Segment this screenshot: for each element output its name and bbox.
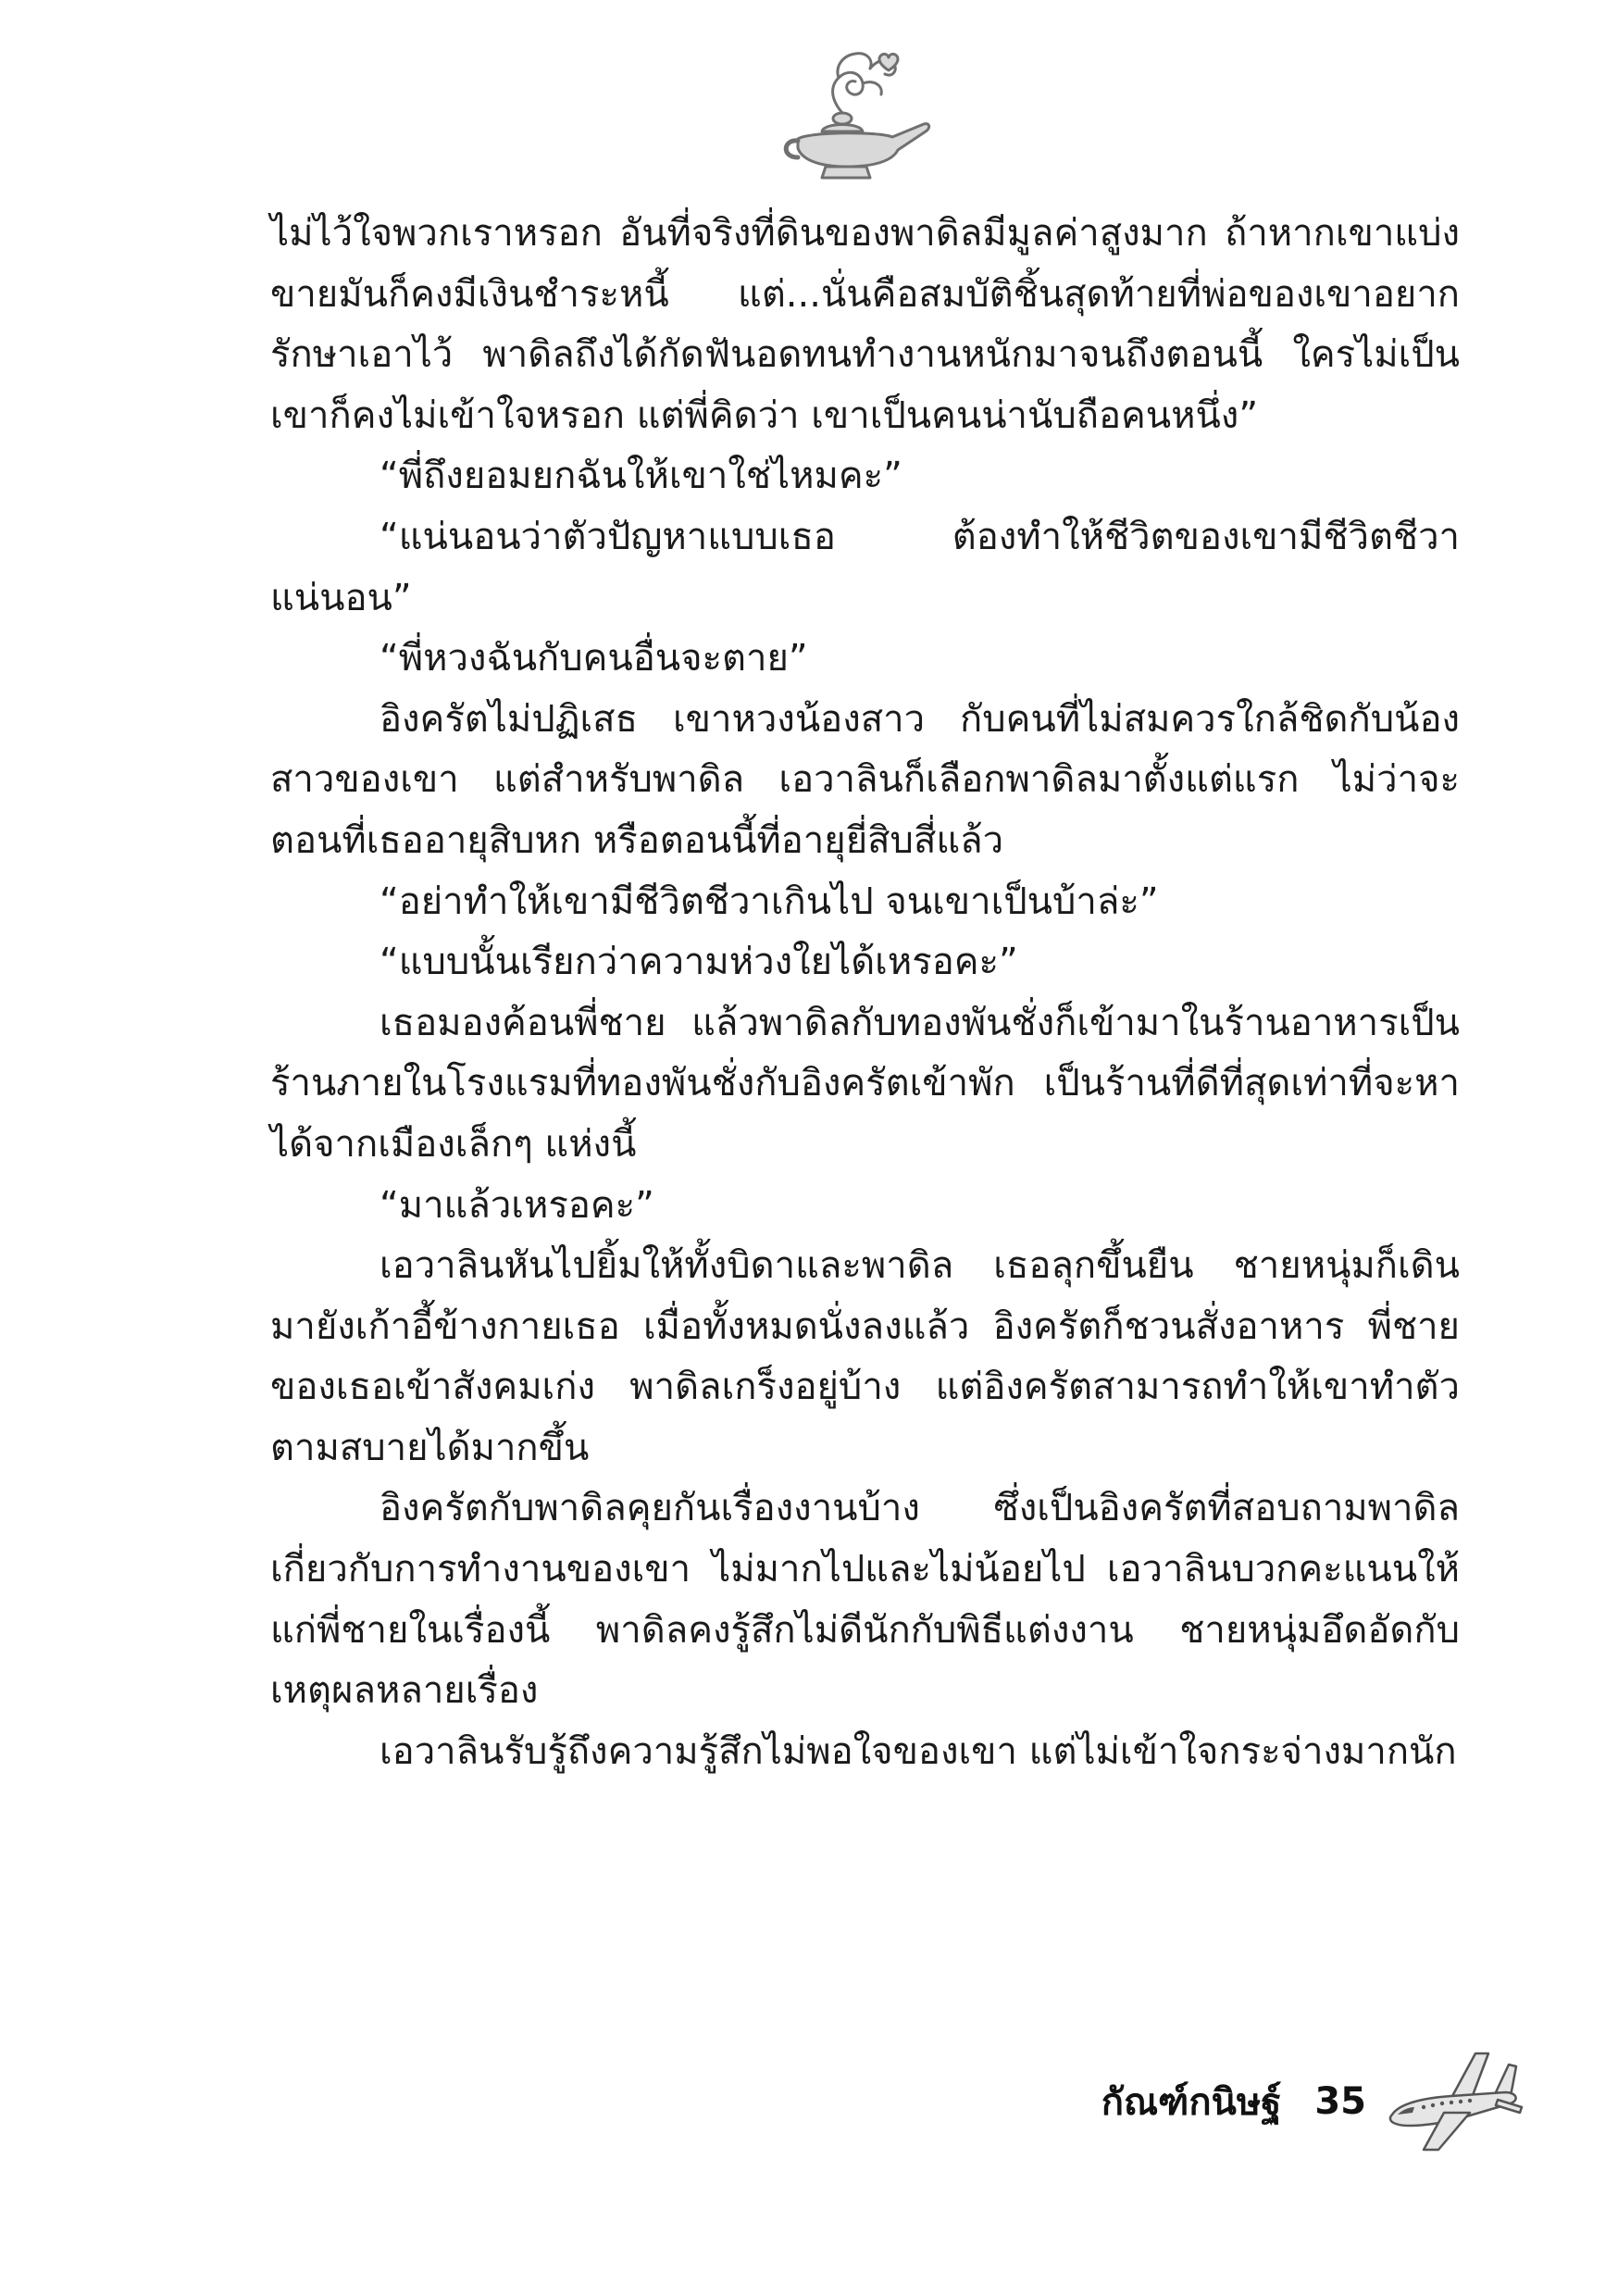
paragraph-1: ไม่ไว้ใจพวกเราหรอก อันที่จริงที่ดินของพาดิลมีมูลค่าสูงมาก ถ้าหากเขาแบ่งขายมันก็คงมีเงินชำระหนี้ แต่...นั่นคือสมบัติชิ้นสุดท้ายที่พ่อของเขาอยากรักษาเอาไว้ พาดิลถึงได้กัดฟันอดทนทำงานหนักมาจนถึงตอนนี้ ใครไม่เป็นเขาก็คงไม่เข้าใจหรอก แต่พี่คิดว่า เขาเป็นคนน่านับถือคนหนึ่ง” (270, 212, 1460, 437)
paragraph-3: “แน่นอนว่าตัวปัญหาแบบเธอ ต้องทำให้ชีวิตของเขามีชีวิตชีวาแน่นอน” (270, 515, 1460, 619)
paragraph-7: “แบบนั้นเรียกว่าความห่วงใยได้เหรอคะ” (380, 941, 1018, 984)
genie-lamp-icon (778, 46, 935, 185)
paragraph-6: “อย่าทำให้เขามีชีวิตชีวาเกินไป จนเขาเป็นบ้าล่ะ” (380, 880, 1159, 923)
paragraph-8: เธอมองค้อนพี่ชาย แล้วพาดิลกับทองพันชั่งก็เข้ามาในร้านอาหารเป็นร้านภายในโรงแรมที่ทองพันชั่งกับอิงครัตเข้าพัก เป็นร้านที่ดีที่สุดเท่าที่จะหาได้จากเมืองเล็กๆ แห่งนี้ (270, 1001, 1460, 1166)
paragraph-2: “พี่ถึงยอมยกฉันให้เขาใช่ไหมคะ” (380, 455, 902, 498)
paragraph-4: “พี่หวงฉันกับคนอื่นจะตาย” (380, 637, 808, 680)
airplane-icon (1387, 2046, 1525, 2157)
body-text (270, 204, 1460, 1782)
paragraph-10: เอวาลินหันไปยิ้มให้ทั้งบิดาและพาดิล เธอลุกขึ้นยืน ชายหนุ่มก็เดินมายังเก้าอี้ข้างกายเธอ เมื่อทั้งหมดนั่งลงแล้ว อิงครัตก็ชวนสั่งอาหาร พี่ชายของเธอเข้าสังคมเก่ง พาดิลเกร็งอยู่บ้าง แต่อิงครัตสามารถทำให้เขาทำตัวตามสบายได้มากขึ้น (270, 1244, 1460, 1469)
page-footer (1101, 2046, 1525, 2157)
paragraph-9: “มาแล้วเหรอคะ” (380, 1183, 654, 1227)
paragraph-12: เอวาลินรับรู้ถึงความรู้สึกไม่พอใจของเขา แต่ไม่เข้าใจกระจ่างมากนัก (380, 1729, 1457, 1773)
paragraph-11: อิงครัตกับพาดิลคุยกันเรื่องงานบ้าง ซึ่งเป็นอิงครัตที่สอบถามพาดิลเกี่ยวกับการทำงานของเขา ไม่มากไปและไม่น้อยไป เอวาลินบวกคะแนนให้แก่พี่ชายในเรื่องนี้ พาดิลคงรู้สึกไม่ดีนักกับพิธีแต่งงาน ชายหนุ่มอึดอัดกับเหตุผลหลายเรื่อง (270, 1487, 1460, 1713)
paragraph-5: อิงครัตไม่ปฏิเสธ เขาหวงน้องสาว กับคนที่ไม่สมควรใกล้ชิดกับน้องสาวของเขา แต่สำหรับพาดิล เอวาลินก็เลือกพาดิลมาตั้งแต่แรก ไม่ว่าจะตอนที่เธออายุสิบหก หรือตอนนี้ที่อายุยี่สิบสี่แล้ว (270, 697, 1460, 862)
page-number: 35 (1314, 2080, 1366, 2123)
book-title: กัณฑ์กนิษฐ์ (1101, 2081, 1282, 2124)
